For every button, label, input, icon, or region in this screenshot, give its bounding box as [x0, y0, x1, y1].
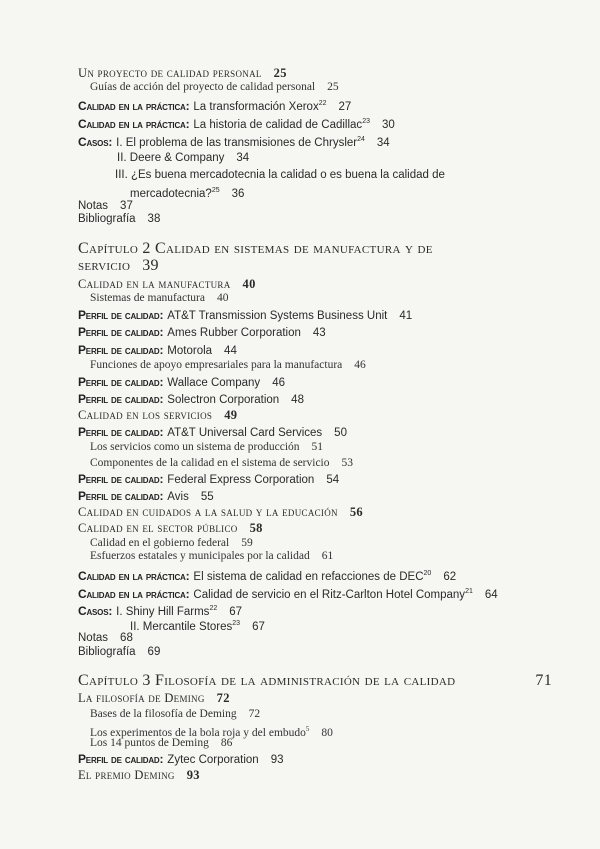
toc-entry-item	[78, 471, 339, 488]
toc-entry-item	[78, 751, 284, 768]
toc-entry-heading	[78, 504, 363, 520]
toc-entry-item	[115, 167, 445, 183]
toc-entry-heading	[78, 690, 230, 706]
toc-entry-item	[130, 616, 265, 635]
entry-title: Capítulo 2 Calidad en sistemas de manufactura y de	[78, 240, 433, 257]
page-number: 40	[242, 277, 256, 291]
entry-title: Notas	[78, 200, 109, 212]
page-number: 25	[273, 66, 287, 80]
toc-entry-heading	[78, 407, 237, 423]
entry-title: Federal Express Corporation	[167, 474, 315, 486]
entry-label: Calidad en la práctica:	[78, 586, 190, 601]
entry-title: Bibliografía	[78, 646, 136, 658]
footnote-ref: 22	[209, 605, 218, 612]
toc-entry-chapter	[78, 258, 159, 274]
page-number: 48	[291, 394, 304, 406]
toc-entry-item	[78, 374, 285, 391]
page-number: 46	[272, 377, 285, 389]
footnote-ref: 24	[357, 136, 365, 143]
toc-entry-sub	[90, 735, 232, 751]
page-number: 27	[338, 100, 352, 113]
entry-label: Calidad en la práctica:	[78, 98, 190, 113]
entry-title: Bibliografía	[78, 213, 136, 225]
entry-title: Calidad en cuidados a la salud y la educación	[78, 505, 338, 519]
page-number: 30	[381, 118, 395, 131]
entry-title: II. Mercantile Stores	[130, 620, 233, 633]
entry-title: Calidad en los servicios	[78, 408, 213, 422]
entry-title: I. El problema de las transmisiones de Chrysler	[116, 136, 358, 149]
page-number: 64	[484, 588, 498, 601]
entry-title: El premio Deming	[78, 768, 175, 782]
toc-entry-item	[78, 488, 214, 505]
entry-label: Calidad en la práctica:	[78, 568, 190, 583]
page-number: 80	[321, 726, 333, 739]
toc-entry-heading	[78, 520, 263, 536]
toc-entry-sub	[90, 455, 353, 471]
toc-entry-item	[78, 391, 304, 408]
entry-label: Perfil de calidad:	[78, 425, 164, 439]
toc-entry-sub	[90, 439, 323, 455]
entry-title: II. Deere & Company	[117, 152, 225, 164]
toc-entry-heading	[78, 767, 200, 783]
toc-entry-item	[78, 584, 498, 603]
toc-entry-item	[78, 644, 160, 660]
page-number: 50	[334, 427, 347, 439]
entry-label: Casos:	[78, 134, 113, 149]
toc-entry-sub	[90, 357, 366, 373]
page-number: 36	[231, 187, 245, 200]
toc-entry-item	[78, 114, 395, 133]
page-number: 58	[249, 521, 263, 535]
entry-title: La historia de calidad de Cadillac	[193, 118, 363, 131]
footnote-ref: 22	[318, 100, 327, 107]
page-number: 71	[535, 672, 552, 689]
page-number: 67	[229, 605, 243, 618]
entry-title: Ames Rubber Corporation	[167, 327, 301, 339]
footnote-ref: 23	[232, 620, 241, 627]
footnote-ref: 21	[465, 588, 473, 595]
page-number: 34	[236, 152, 250, 164]
entry-label: Perfil de calidad:	[78, 308, 164, 322]
entry-title: Calidad en el sector público	[78, 521, 238, 535]
page-number: 56	[349, 505, 363, 519]
entry-title: Calidad de servicio en el Ritz-Carlton Hotel Company	[193, 588, 466, 601]
page-number: 49	[224, 408, 238, 422]
entry-title: El sistema de calidad en refacciones de DEC	[193, 570, 424, 583]
toc-entry-item	[78, 566, 456, 585]
toc-entry-item	[78, 324, 326, 341]
entry-title: III. ¿Es buena mercadotecnia la calidad o es buena la calidad de	[115, 169, 445, 181]
entry-title: Calidad en la manufactura	[78, 277, 231, 291]
page-number: 34	[376, 136, 390, 149]
entry-title: Guías de acción del proyecto de calidad personal	[90, 81, 316, 93]
page-number: 62	[443, 570, 457, 583]
page-number: 86	[220, 737, 233, 749]
page-number: 46	[354, 359, 366, 371]
toc-entry-item	[78, 132, 390, 151]
toc-entry-item	[78, 307, 412, 324]
page-number: 68	[120, 632, 133, 644]
toc-entry-item	[78, 96, 351, 115]
toc-entry-item	[117, 150, 249, 166]
entry-title: Los 14 puntos de Deming	[90, 737, 209, 749]
toc-entry-chapter	[78, 673, 552, 689]
entry-title: Solectron Corporation	[167, 394, 280, 406]
page-number: 44	[224, 345, 237, 357]
entry-title: servicio	[78, 257, 131, 274]
page-number: 72	[216, 691, 230, 705]
entry-label: Casos:	[78, 603, 113, 618]
entry-title: Un proyecto de calidad personal	[78, 66, 262, 80]
page-number: 25	[327, 81, 339, 93]
entry-title: Avis	[167, 491, 189, 503]
toc-entry-chapter	[78, 241, 433, 257]
page-number: 61	[321, 550, 334, 562]
toc-entry-item	[78, 211, 160, 227]
toc-entry-sub	[90, 79, 339, 95]
footnote-ref: 23	[362, 118, 370, 125]
entry-title: La transformación Xerox	[193, 100, 319, 113]
entry-label: Perfil de calidad:	[78, 392, 164, 406]
entry-title: AT&T Universal Card Services	[167, 427, 323, 439]
entry-title: Esfuerzos estatales y municipales por la calidad	[90, 550, 310, 562]
page-number: 72	[248, 708, 261, 720]
page-number: 53	[341, 457, 354, 469]
toc-entry-sub	[90, 706, 260, 722]
entry-title: mercadotecnia?	[130, 187, 212, 200]
toc-entry-sub	[90, 548, 333, 564]
entry-title: Los servicios como un sistema de producción	[90, 441, 300, 453]
page-number: 55	[200, 491, 214, 503]
entry-label: Perfil de calidad:	[78, 472, 164, 486]
entry-title: Capítulo 3 Filosofía de la administración de la calidad	[78, 672, 456, 689]
entry-label: Perfil de calidad:	[78, 325, 164, 339]
page-number: 37	[120, 200, 133, 212]
entry-title: AT&T Transmission Systems Business Unit	[167, 310, 388, 322]
footnote-ref: 5	[305, 725, 310, 733]
page-number: 93	[270, 754, 284, 766]
page-number: 69	[147, 646, 161, 658]
entry-title: Sistemas de manufactura	[90, 292, 205, 304]
entry-label: Calidad en la práctica:	[78, 116, 190, 131]
page-number: 43	[312, 327, 326, 339]
page-number: 67	[252, 620, 265, 633]
entry-title: La filosofía de Deming	[78, 691, 205, 705]
toc-entry-sub	[90, 290, 228, 306]
toc-entry-item	[130, 183, 244, 202]
entry-label: Perfil de calidad:	[78, 375, 164, 389]
page-number: 41	[399, 310, 413, 322]
entry-title: Los experimentos de la bola roja y del embudo	[90, 726, 306, 739]
page-number: 59	[241, 537, 253, 549]
entry-label: Perfil de calidad:	[78, 343, 164, 357]
page-number: 93	[186, 768, 200, 782]
entry-label: Perfil de calidad:	[78, 752, 164, 766]
entry-title: Componentes de la calidad en el sistema de servicio	[90, 457, 330, 469]
entry-title: Wallace Company	[167, 377, 261, 389]
page-number: 51	[311, 441, 324, 453]
entry-title: Bases de la filosofía de Deming	[90, 708, 237, 720]
entry-title: Notas	[78, 632, 109, 644]
entry-title: I. Shiny Hill Farms	[116, 605, 210, 618]
entry-title: Motorola	[167, 345, 213, 357]
page-number: 39	[142, 257, 159, 274]
page-number: 40	[216, 292, 229, 304]
footnote-ref: 20	[423, 570, 432, 577]
footnote-ref: 25	[211, 187, 220, 194]
entry-title: Zytec Corporation	[167, 754, 259, 766]
entry-title: Funciones de apoyo empresariales para la manufactura	[90, 359, 343, 371]
page-number: 38	[147, 213, 161, 225]
entry-label: Perfil de calidad:	[78, 489, 164, 503]
page-number: 54	[326, 474, 340, 486]
entry-title: Calidad en el gobierno federal	[90, 537, 230, 549]
